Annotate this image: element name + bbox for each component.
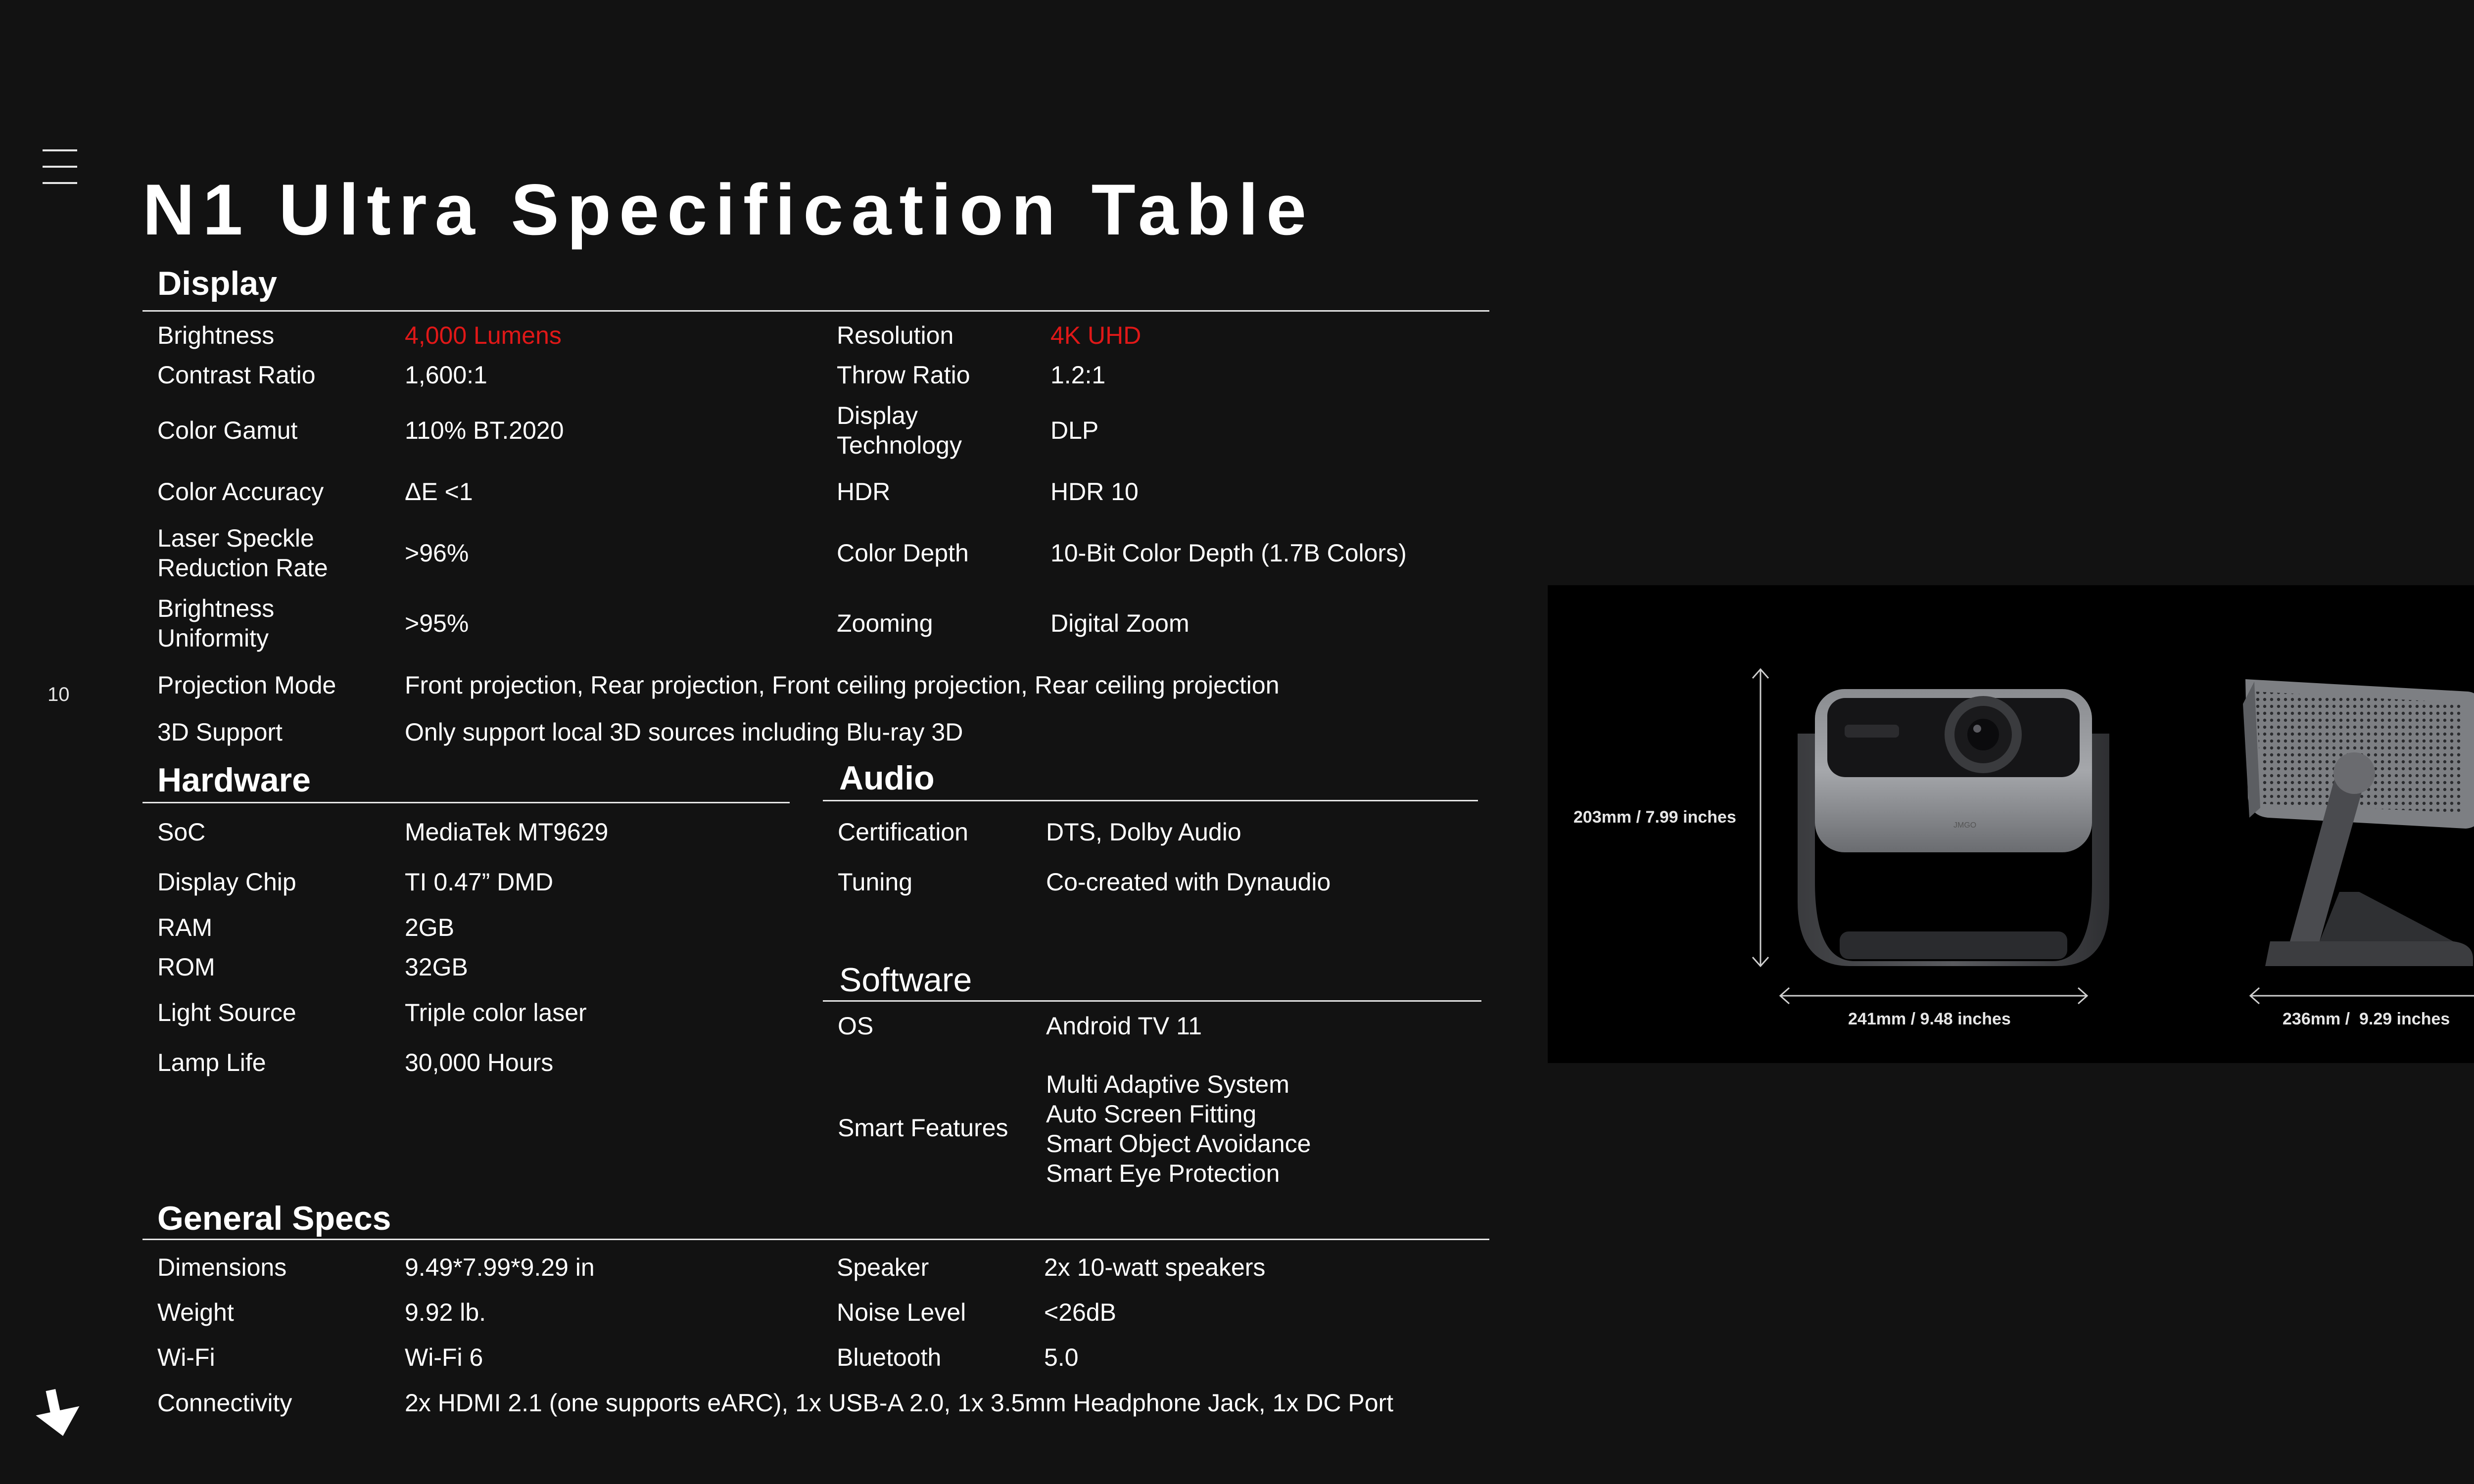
spec-label: SoC xyxy=(157,818,206,846)
smart-feature-item: Multi Adaptive System xyxy=(1046,1070,1289,1098)
spec-label: Wi-Fi xyxy=(157,1344,215,1371)
spec-label: ROM xyxy=(157,953,215,981)
spec-label: Noise Level xyxy=(837,1298,966,1326)
general-specs-divider xyxy=(143,1239,1489,1240)
spec-value: >96% xyxy=(405,539,469,567)
spec-value: 30,000 Hours xyxy=(405,1049,554,1076)
spec-value: 2GB xyxy=(405,914,455,941)
smart-feature-item: Auto Screen Fitting xyxy=(1046,1100,1257,1128)
page-title: N1 Ultra Specification Table xyxy=(143,169,1315,250)
software-divider xyxy=(823,1000,1481,1002)
spec-label: Technology xyxy=(837,431,962,459)
spec-value: MediaTek MT9629 xyxy=(405,818,609,846)
width-arrow xyxy=(1780,988,2087,1004)
audio-heading: Audio xyxy=(839,759,935,797)
spec-value: 2x 10-watt speakers xyxy=(1044,1253,1266,1281)
spec-value: 9.92 lb. xyxy=(405,1298,486,1326)
spec-label: Laser Speckle xyxy=(157,524,314,552)
spec-label: Certification xyxy=(838,818,968,846)
spec-value: 110% BT.2020 xyxy=(405,417,564,444)
spec-value: Android TV 11 xyxy=(1046,1012,1202,1040)
spec-value: 1.2:1 xyxy=(1050,361,1106,389)
spec-value: ΔE <1 xyxy=(405,478,473,506)
spec-value: Front projection, Rear projection, Front ceiling projection, Rear ceiling projection xyxy=(405,671,1280,699)
spec-label: Throw Ratio xyxy=(837,361,970,389)
projector-side-view xyxy=(2243,679,2474,966)
spec-value: TI 0.47” DMD xyxy=(405,868,554,896)
spec-value: Wi-Fi 6 xyxy=(405,1344,483,1371)
hardware-divider xyxy=(143,802,790,803)
general-specs-heading: General Specs xyxy=(157,1200,391,1237)
spec-value: HDR 10 xyxy=(1050,478,1139,506)
spec-label: Display Chip xyxy=(157,868,296,896)
spec-value: Digital Zoom xyxy=(1050,609,1189,637)
width-label: 241mm / 9.48 inches xyxy=(1848,1010,2011,1028)
hardware-heading: Hardware xyxy=(157,761,311,799)
arrow-logo-icon xyxy=(31,1385,85,1439)
spec-label: Color Gamut xyxy=(157,417,298,444)
depth-label: 236mm / 9.29 inches xyxy=(2283,1010,2450,1028)
spec-label: Light Source xyxy=(157,999,296,1026)
spec-value: <26dB xyxy=(1044,1298,1116,1326)
spec-label: Resolution xyxy=(837,322,954,349)
spec-label: Weight xyxy=(157,1298,234,1326)
spec-label: Uniformity xyxy=(157,624,269,652)
spec-value: >95% xyxy=(405,609,469,637)
spec-label: 3D Support xyxy=(157,718,283,746)
spec-label: Brightness xyxy=(157,595,275,622)
spec-label: RAM xyxy=(157,914,213,941)
spec-label: Color Depth xyxy=(837,539,969,567)
spec-value: 1,600:1 xyxy=(405,361,487,389)
spec-label: Speaker xyxy=(837,1253,929,1281)
menu-icon[interactable] xyxy=(43,149,77,184)
height-arrow xyxy=(1753,669,1768,966)
product-dimensions-image xyxy=(1548,585,2474,1063)
spec-value: Triple color laser xyxy=(405,999,587,1026)
spec-value: 9.49*7.99*9.29 in xyxy=(405,1253,595,1281)
spec-label: Dimensions xyxy=(157,1253,287,1281)
spec-label: Tuning xyxy=(838,868,913,896)
spec-label: Lamp Life xyxy=(157,1049,266,1076)
spec-value: 5.0 xyxy=(1044,1344,1079,1371)
spec-label: Zooming xyxy=(837,609,933,637)
spec-value: Co-created with Dynaudio xyxy=(1046,868,1331,896)
spec-value: 2x HDMI 2.1 (one supports eARC), 1x USB-A 2.0, 1x 3.5mm Headphone Jack, 1x DC Port xyxy=(405,1389,1394,1417)
audio-divider xyxy=(823,800,1478,801)
spec-value: 4,000 Lumens xyxy=(405,322,562,349)
height-label: 203mm / 7.99 inches xyxy=(1573,808,1736,827)
spec-label: Contrast Ratio xyxy=(157,361,316,389)
software-heading: Software xyxy=(839,961,972,999)
spec-label: OS xyxy=(838,1012,874,1040)
spec-label: Smart Features xyxy=(838,1114,1008,1142)
spec-value: DTS, Dolby Audio xyxy=(1046,818,1241,846)
spec-label: Brightness xyxy=(157,322,275,349)
spec-value: 10-Bit Color Depth (1.7B Colors) xyxy=(1050,539,1407,567)
spec-label: Connectivity xyxy=(157,1389,292,1417)
smart-feature-item: Smart Eye Protection xyxy=(1046,1159,1280,1187)
spec-label: HDR xyxy=(837,478,891,506)
page-number: 10 xyxy=(48,684,70,705)
spec-label: Color Accuracy xyxy=(157,478,324,506)
brand-mark: JMGO xyxy=(1953,821,1977,830)
depth-arrow xyxy=(2250,988,2474,1004)
projector-front-view xyxy=(1798,689,2109,966)
spec-value: 32GB xyxy=(405,953,468,981)
display-divider xyxy=(143,310,1489,312)
spec-label: Projection Mode xyxy=(157,671,336,699)
spec-value: 4K UHD xyxy=(1050,322,1142,349)
spec-label: Bluetooth xyxy=(837,1344,942,1371)
spec-value: DLP xyxy=(1050,417,1099,444)
spec-label: Reduction Rate xyxy=(157,554,328,582)
spec-value: Only support local 3D sources including Blu-ray 3D xyxy=(405,718,963,746)
spec-label: Display xyxy=(837,402,918,429)
display-heading: Display xyxy=(157,265,277,302)
smart-feature-item: Smart Object Avoidance xyxy=(1046,1130,1311,1158)
